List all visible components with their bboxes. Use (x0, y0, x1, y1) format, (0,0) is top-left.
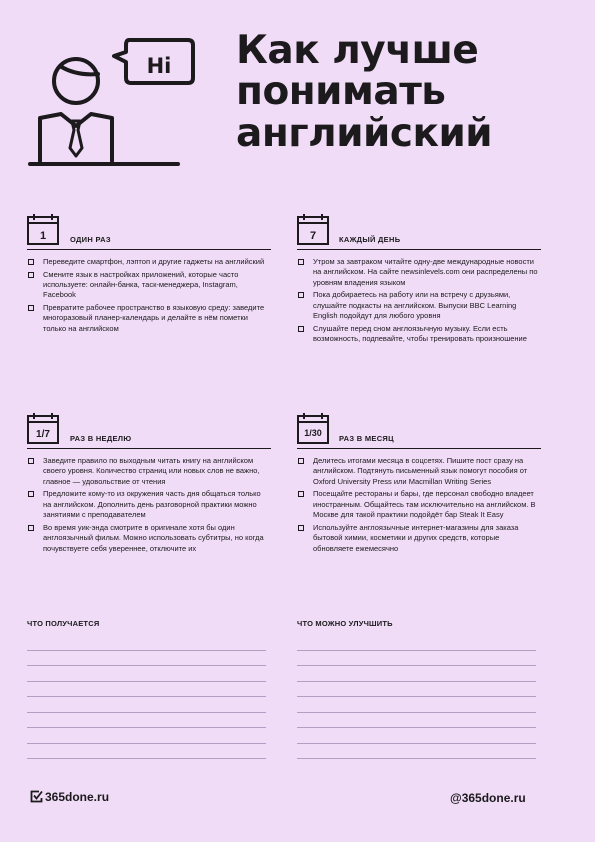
calendar-label: 1/30 (304, 428, 322, 438)
writing-line[interactable] (27, 651, 266, 667)
writing-line[interactable] (297, 697, 536, 713)
list-item: Превратите рабочее пространство в языковую среду: заведите многоразовый планер-календарь и делайте в нём пометки только на английском (27, 303, 271, 334)
writing-line[interactable] (27, 728, 266, 744)
section-once (27, 213, 271, 336)
list-item: Утром за завтраком читайте одну-две международные новости на английском. На сайте newsinlevels.com они распределены по уровням владения языком (297, 257, 541, 288)
footer-site[interactable] (30, 790, 109, 804)
section-header (27, 412, 271, 449)
writing-line[interactable] (27, 697, 266, 713)
calendar-icon (297, 412, 329, 444)
calendar-icon (27, 412, 59, 444)
item-list (297, 456, 541, 554)
site-link[interactable]: 365done.ru (45, 790, 110, 804)
person-speech-illustration (26, 36, 201, 168)
writing-line[interactable] (27, 666, 266, 682)
writing-line[interactable] (297, 682, 536, 698)
calendar-label: 1 (39, 230, 47, 242)
section-title: ОДИН РАЗ (70, 235, 111, 244)
list-item: Заведите правило по выходным читать книгу на английском своего уровня. Количество страниц или новых слов не важно, главное — удовольствие от чтения (27, 456, 271, 487)
notes-what-works (27, 619, 266, 759)
title-line-2: понимать (236, 69, 446, 115)
section-header (27, 213, 271, 250)
item-list (27, 257, 271, 334)
section-header (297, 213, 541, 250)
writing-line[interactable] (27, 682, 266, 698)
item-list (297, 257, 541, 345)
list-item: Делитесь итогами месяца в соцсетях. Пишите пост сразу на английском. Подтянуть письменный язык помогут пособия от Oxford University Press или Macmillan Writing Series (297, 456, 541, 487)
writing-line[interactable] (297, 713, 536, 729)
writing-line[interactable] (27, 744, 266, 760)
calendar-label: 7 (309, 230, 317, 242)
title-line-1: Как лучше (236, 28, 479, 73)
section-title: РАЗ В НЕДЕЛЮ (70, 434, 132, 443)
list-item: Пока добираетесь на работу или на встречу с друзьями, слушайте подкасты на английском. Выпуски BBC Learning English подойдут для любого уровня (297, 290, 541, 321)
writing-line[interactable] (297, 728, 536, 744)
list-item: Переведите смартфон, лэптоп и другие гаджеты на английский (27, 257, 271, 267)
bubble-text: Hi (146, 54, 172, 78)
notes-title: ЧТО МОЖНО УЛУЧШИТЬ (297, 619, 393, 628)
writing-line[interactable] (297, 635, 536, 651)
list-item: Во время уик-энда смотрите в оригинале хотя бы один англоязычный фильм. Можно использовать субтитры, но когда почувствуете себя увереннее, отключите их (27, 523, 271, 554)
section-daily (297, 213, 541, 347)
list-item: Используйте англоязычные интернет-магазины для заказа бытовой химии, косметики и других средств, которые обновляете ежемесячно (297, 523, 541, 554)
notes-title: ЧТО ПОЛУЧАЕТСЯ (27, 619, 100, 628)
notes-to-improve (297, 619, 536, 759)
section-title: КАЖДЫЙ ДЕНЬ (339, 235, 401, 244)
section-header (297, 412, 541, 449)
writing-line[interactable] (297, 744, 536, 760)
writing-line[interactable] (297, 666, 536, 682)
writing-line[interactable] (27, 713, 266, 729)
section-weekly (27, 412, 271, 556)
list-item: Смените язык в настройках приложений, которые часто используете: онлайн-банка, таск-менеджера, Instagram, Facebook (27, 270, 271, 301)
list-item: Слушайте перед сном англоязычную музыку. Если есть возможность, подпевайте, чтобы тренировать произношение (297, 324, 541, 345)
writing-line[interactable] (27, 635, 266, 651)
writing-line[interactable] (297, 651, 536, 667)
item-list (27, 456, 271, 554)
calendar-icon (297, 213, 329, 245)
list-item: Предложите кому-то из окружения часть дня общаться только на английском. Дополнить день разговорной практики можно занятиями с преподавателем (27, 489, 271, 520)
list-item: Посещайте рестораны и бары, где персонал свободно владеет иностранным. Общайтесь там исключительно на английском. В Москве для такой практики подойдёт бар Steak It Easy (297, 489, 541, 520)
checkbox-check-icon (30, 790, 43, 803)
page-title (236, 30, 576, 154)
calendar-icon (27, 213, 59, 245)
section-title: РАЗ В МЕСЯЦ (339, 434, 394, 443)
title-line-3: английский (236, 110, 493, 156)
section-monthly (297, 412, 541, 556)
footer-handle[interactable]: @365done.ru (450, 791, 526, 805)
calendar-label: 1/7 (36, 429, 50, 440)
